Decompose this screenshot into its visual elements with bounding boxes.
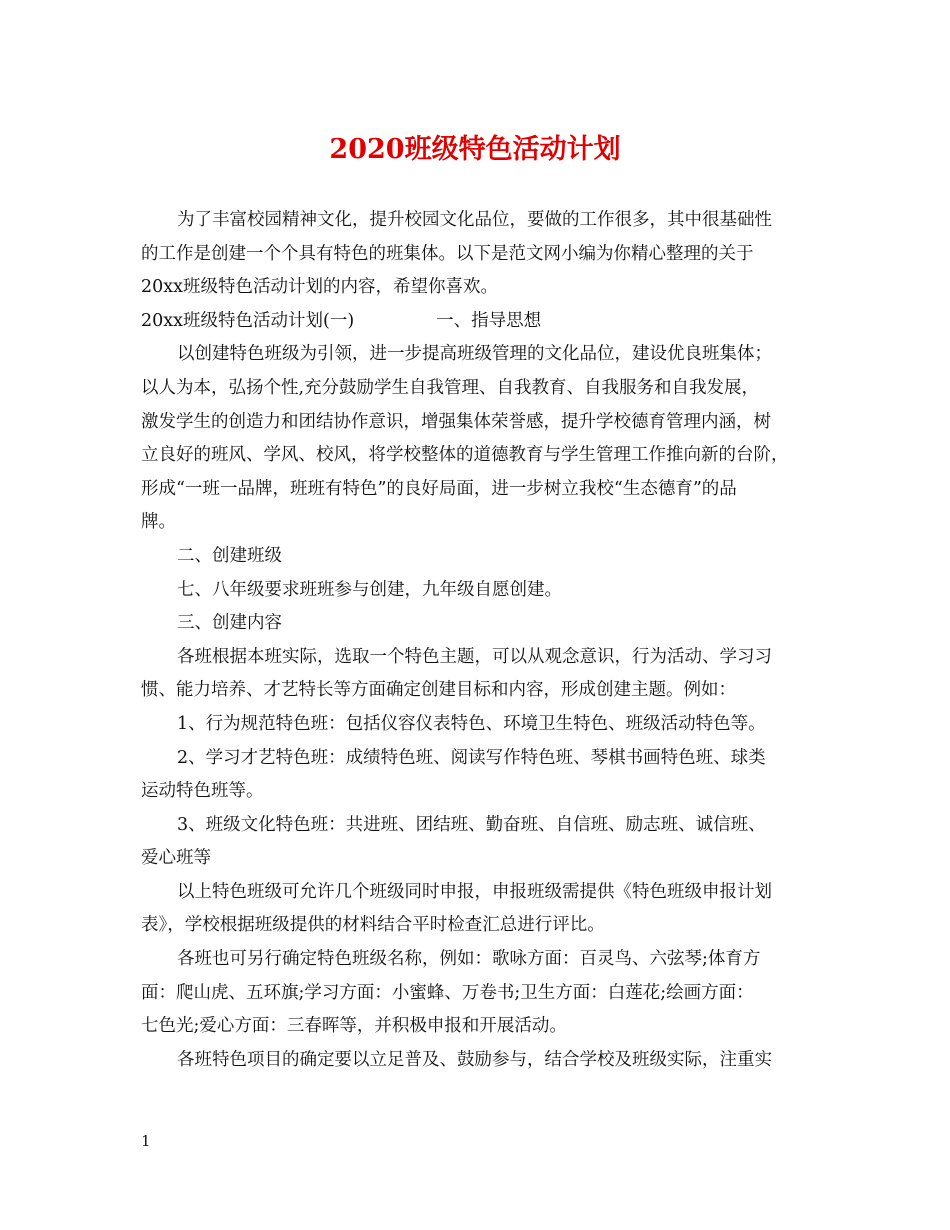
text-line-content: 以人为本，弘扬个性,充分鼓励学生自我管理、自我教育、自我服务和自我发展， — [141, 377, 760, 398]
text-line-content: 二、创建班级 — [177, 545, 282, 566]
text-line — [141, 909, 813, 943]
text-line — [141, 338, 813, 372]
text-line-content: 2、学习才艺特色班：成绩特色班、阅读写作特色班、琴棋书画特色班、球类 — [177, 747, 766, 768]
text-line-content: 20xx班级特色活动计划的内容，希望你喜欢。 — [141, 277, 499, 298]
text-line-content: 为了丰富校园精神文化，提升校园文化品位，要做的工作很多，其中很基础性 — [177, 210, 772, 230]
page-number: 1 — [141, 1132, 151, 1150]
text-line-content: 七色光;爱心方面：三春晖等，并积极申报和开展活动。 — [141, 1016, 567, 1037]
text-line — [141, 372, 813, 406]
document-title: 2020班级特色活动计划 — [329, 134, 621, 165]
text-line-content: 运动特色班等。 — [141, 781, 264, 802]
text-line — [141, 271, 813, 305]
text-line-content: 1、行为规范特色班：包括仪容仪表特色、环境卫生特色、班级活动特色等。 — [177, 713, 766, 734]
text-line — [141, 977, 813, 1011]
text-line — [141, 574, 813, 608]
text-line — [141, 1010, 813, 1044]
text-line-content: 的工作是创建一个个具有特色的班集体。以下是范文网小编为你精心整理的关于 — [141, 243, 754, 264]
text-line — [141, 876, 813, 910]
text-line — [141, 943, 813, 977]
text-line — [141, 742, 813, 776]
text-line-content: 七、八年级要求班班参与创建，九年级自愿创建。 — [177, 579, 562, 600]
text-line — [141, 406, 813, 440]
text-line-content: 各班根据本班实际，选取一个特色主题，可以从观念意识，行为活动、学习习 — [177, 646, 772, 667]
text-line — [141, 439, 813, 473]
text-line — [141, 708, 813, 742]
text-line-content: 激发学生的创造力和团结协作意识，增强集体荣誉感，提升学校德育管理内涵，树 — [141, 411, 771, 432]
text-line — [141, 1044, 813, 1078]
text-line-content: 以创建特色班级为引领，进一步提高班级管理的文化品位，建设优良班集体； — [177, 344, 772, 365]
text-line — [141, 674, 813, 708]
text-line-content: 爱心班等 — [141, 848, 211, 869]
text-line-content: 表》，学校根据班级提供的材料结合平时检查汇总进行评比。 — [141, 915, 605, 936]
document-body — [141, 204, 813, 1077]
text-line-content: 立良好的班风、学风、校风，将学校整体的道德教育与学生管理工作推向新的台阶， — [141, 445, 789, 466]
text-line-content: 20xx班级特色活动计划(一) — [141, 310, 355, 331]
text-line — [141, 809, 813, 843]
text-line — [141, 641, 813, 675]
text-line-content: 面：爬山虎、五环旗;学习方面：小蜜蜂、万卷书;卫生方面：白莲花;绘画方面： — [141, 982, 754, 1003]
text-line-content: 惯、能力培养、才艺特长等方面确定创建目标和内容，形成创建主题。例如： — [141, 680, 736, 701]
text-line — [141, 842, 813, 876]
text-line — [141, 238, 813, 272]
text-line-content: 三、创建内容 — [177, 613, 282, 634]
text-line — [141, 506, 813, 540]
text-line-content: 各班特色项目的确定要以立足普及、鼓励参与，结合学校及班级实际，注重实 — [177, 1049, 772, 1070]
section-heading-inline: 一、指导思想 — [436, 310, 542, 331]
text-line-content: 各班也可另行确定特色班级名称，例如：歌咏方面：百灵鸟、六弦琴;体育方 — [177, 949, 761, 970]
text-line-content: 形成“一班一品牌，班班有特色”的良好局面，进一步树立我校“生态德育”的品 — [141, 478, 737, 499]
text-line-content: 以上特色班级可允许几个班级同时申报，申报班级需提供《特色班级申报计划 — [177, 881, 772, 902]
text-line — [141, 775, 813, 809]
text-line — [141, 305, 813, 339]
text-line — [141, 607, 813, 641]
text-line-content: 牌。 — [141, 512, 176, 533]
text-line — [141, 473, 813, 507]
text-line-content: 3、班级文化特色班：共进班、团结班、勤奋班、自信班、励志班、诚信班、 — [177, 814, 766, 835]
text-line — [141, 540, 813, 574]
text-line — [141, 204, 813, 238]
